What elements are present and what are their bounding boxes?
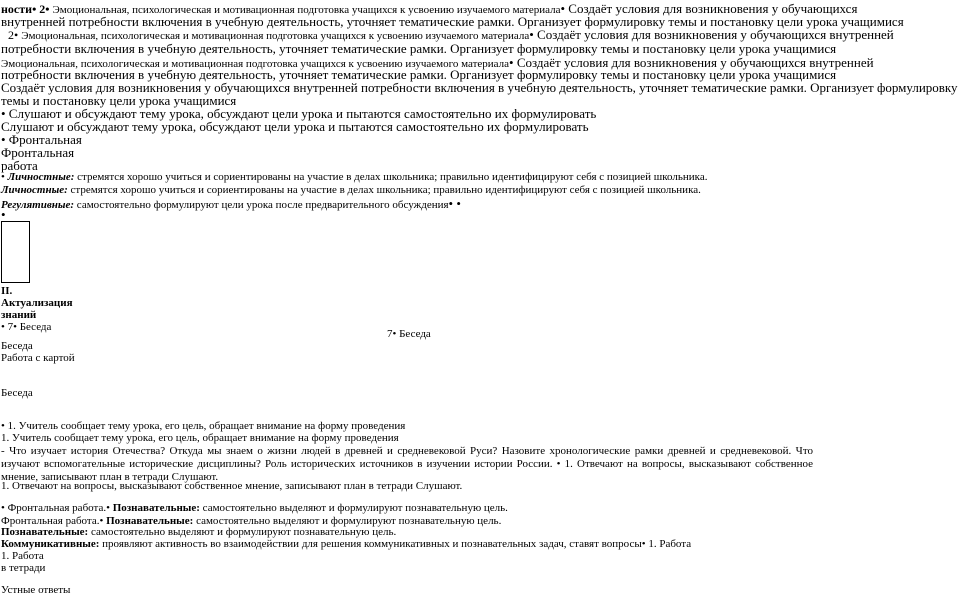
text-line: 1. Учитель сообщает тему урока, его цель, обращает внимание на форму проведения — [1, 432, 399, 444]
text-line — [1, 172, 708, 183]
text-fragment: • 1. Работа — [641, 538, 692, 550]
text-line — [1, 185, 701, 196]
text-line: 7• Беседа — [387, 328, 431, 340]
empty-table-cell — [1, 221, 30, 283]
text-line — [1, 503, 508, 514]
text-fragment: • Создаёт условия для возникновения у обучающихся внутренней — [509, 55, 874, 70]
text-fragment: самостоятельно формулируют цели урока после предварительного обсуждения — [74, 199, 449, 211]
section-title: Актуализация — [1, 297, 73, 309]
text-line: • — [1, 207, 6, 222]
text-fragment: • 2• — [32, 2, 53, 16]
text-fragment: • Создаёт условия для возникновения у обучающихся внутренней — [529, 27, 894, 42]
text-line: Фронтальная — [1, 145, 75, 160]
text-line: потребности включения в учебную деятельность, уточняет тематические рамки. Организует формулировку темы и постановку цели урока учащимися — [1, 67, 837, 82]
text-line: • Фронтальная — [1, 132, 82, 147]
text-line: • 1. Учитель сообщает тему урока, его цель, обращает внимание на форму проведения — [1, 420, 406, 432]
text-line: Слушают и обсуждают тему урока, обсуждают цели урока и пытаются самостоятельно их формулировать — [1, 119, 589, 134]
text-fragment: Познавательные: — [112, 502, 200, 514]
text-fragment: стремятся хорошо учиться и сориентированы на участие в делах школьника; правильно идентифицируют себя с позицией школьника. — [74, 171, 708, 183]
text-fragment: • Создаёт условия для возникновения у обучающихся — [560, 1, 858, 16]
text-line: 1. Отвечают на вопросы, высказывают собственное мнение, записывают план в тетради Слушают. — [1, 480, 463, 492]
text-line: Беседа — [1, 387, 33, 399]
text-fragment: стремятся хорошо учиться и сориентированы на участие в делах школьника; правильно идентифицируют себя с позицией школьника. — [67, 184, 701, 196]
text-line: Устные ответы — [1, 584, 71, 596]
text-line: • Слушают и обсуждают тему урока, обсуждают цели урока и пытаются самостоятельно их формулировать — [1, 106, 597, 121]
text-line: внутренней потребности включения в учебную деятельность, уточняет тематические рамки. Организует формулировку темы и постановку цели урока учащимися — [1, 14, 904, 29]
text-fragment: Фронтальная работа.• — [1, 515, 107, 527]
text-line — [1, 197, 461, 211]
text-fragment: Личностные: — [7, 171, 75, 183]
text-line: в тетради — [1, 562, 46, 574]
text-line — [1, 527, 396, 538]
text-fragment: Эмоциональная, психологическая и мотивационная подготовка учащихся к усвоению изучаемого материала — [52, 4, 561, 16]
text-fragment: Коммуникативные: — [1, 538, 100, 550]
text-line: темы и постановку цели урока учащимися — [1, 93, 237, 108]
text-fragment: • • — [448, 196, 461, 211]
text-fragment: Эмоциональная, психологическая и мотивационная подготовка учащихся к усвоению изучаемого материала — [21, 30, 530, 42]
text-fragment: Эмоциональная, психологическая и мотивационная подготовка учащихся к усвоению изучаемого материала — [1, 58, 510, 70]
text-line — [1, 539, 691, 550]
text-line: • 7• Беседа — [1, 321, 52, 333]
text-fragment: Познавательные: — [1, 526, 89, 538]
text-line — [8, 28, 894, 42]
text-fragment: • Фронтальная работа.• — [1, 502, 113, 514]
text-fragment: Регулятивные: — [1, 199, 75, 211]
text-fragment: Познавательные: — [106, 515, 194, 527]
section-title: знаний — [1, 309, 37, 321]
text-fragment: проявляют активность во взаимодействии для решения коммуникативных и познавательных задач, ставят вопросы — [99, 538, 642, 550]
text-line: работа — [1, 158, 38, 173]
text-line: Работа с картой — [1, 352, 75, 364]
text-fragment: самостоятельно выделяют и формулируют познавательную цель. — [193, 515, 502, 527]
text-line: 1. Работа — [1, 550, 44, 562]
text-fragment: Личностные: — [1, 184, 68, 196]
text-fragment: 2• — [8, 28, 22, 42]
text-line: потребности включения в учебную деятельность, уточняет тематические рамки. Организует формулировку темы и постановку цели урока учащимися — [1, 41, 837, 56]
text-fragment: самостоятельно выделяют и формулируют познавательную цель. — [88, 526, 397, 538]
section-number: II. — [1, 285, 13, 297]
text-line: Создаёт условия для возникновения у обучающихся внутренней потребности включения в учебную деятельность, уточняет тематические рамки. Организует формулировку — [1, 80, 958, 95]
text-fragment: ности — [1, 2, 33, 16]
paragraph: - Что изучает история Отечества? Откуда мы знаем о жизни людей в древней и средневековой Руси? Назовите хронологические рамки древней и средневековой. Что изучают вспомогательные исторические дисциплины? Роль исторических источников в изучении истории России. • 1. Отвечают на вопросы, высказывают собственное мнение, записывают план в тетради Слушают. — [1, 445, 813, 483]
text-line: Беседа — [1, 340, 33, 352]
text-fragment: • — [1, 171, 8, 183]
text-fragment: самостоятельно выделяют и формулируют познавательную цель. — [199, 502, 508, 514]
